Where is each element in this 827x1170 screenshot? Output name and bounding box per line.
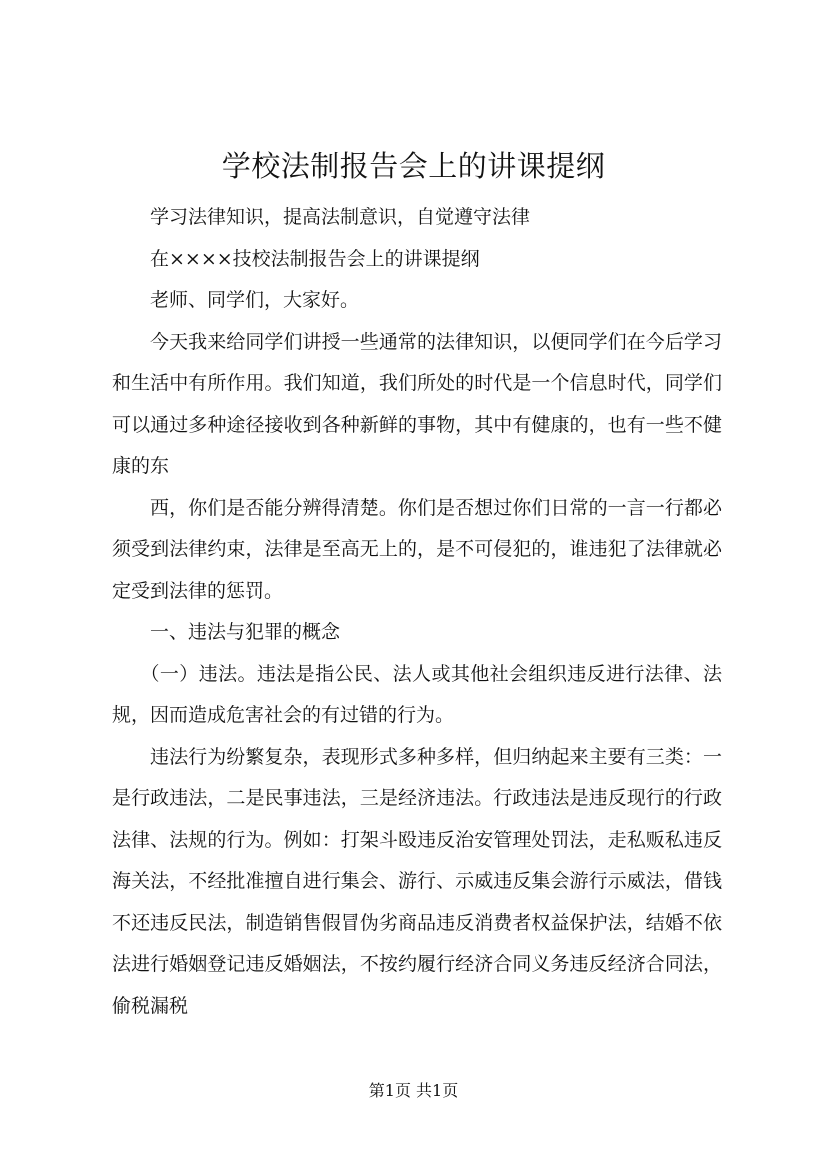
- page-footer: 第1页 共1页: [368, 1081, 459, 1100]
- paragraph-definition: （一）违法。违法是指公民、法人或其他社会组织违反进行法律、法规，因而造成危害社会的有过错的行为。: [112, 662, 722, 726]
- document-body: [112, 197, 722, 1027]
- paragraph-intro: 今天我来给同学们讲授一些通常的法律知识，以便同学们在今后学习和生活中有所作用。我们知道，我们所处的时代是一个信息时代，同学们可以通过多种途径接收到各种新鲜的事物，其中有健康的，也有一些不健康的东: [112, 330, 722, 477]
- document-title: 学校法制报告会上的讲课提纲: [221, 149, 606, 183]
- paragraph-subtitle: 学习法律知识，提高法制意识，自觉遵守法律: [150, 206, 531, 228]
- paragraph-lecture-heading: 在××××技校法制报告会上的讲课提纲: [150, 247, 480, 270]
- paragraph-greeting: 老师、同学们，大家好。: [150, 289, 360, 311]
- paragraph-types: 违法行为纷繁复杂，表现形式多种多样，但归纳起来主要有三类：一是行政违法，二是民事违法，三是经济违法。行政违法是违反现行的行政法律、法规的行为。例如：打架斗殴违反治安管理处罚法，走私贩私违反海关法，不经批准擅自进行集会、游行、示威违反集会游行示威法，借钱不还违反民法，制造销售假冒伪劣商品违反消费者权益保护法，结婚不依法进行婚姻登记违反婚姻法，不按约履行经济合同义务违反经济合同法，偷税漏税: [112, 745, 722, 1017]
- paragraph-intro-continued: 西，你们是否能分辨得清楚。你们是否想过你们日常的一言一行都必须受到法律约束，法律是至高无上的，是不可侵犯的，谁违犯了法律就必定受到法律的惩罚。: [112, 496, 722, 602]
- section-heading: 一、违法与犯罪的概念: [150, 621, 341, 643]
